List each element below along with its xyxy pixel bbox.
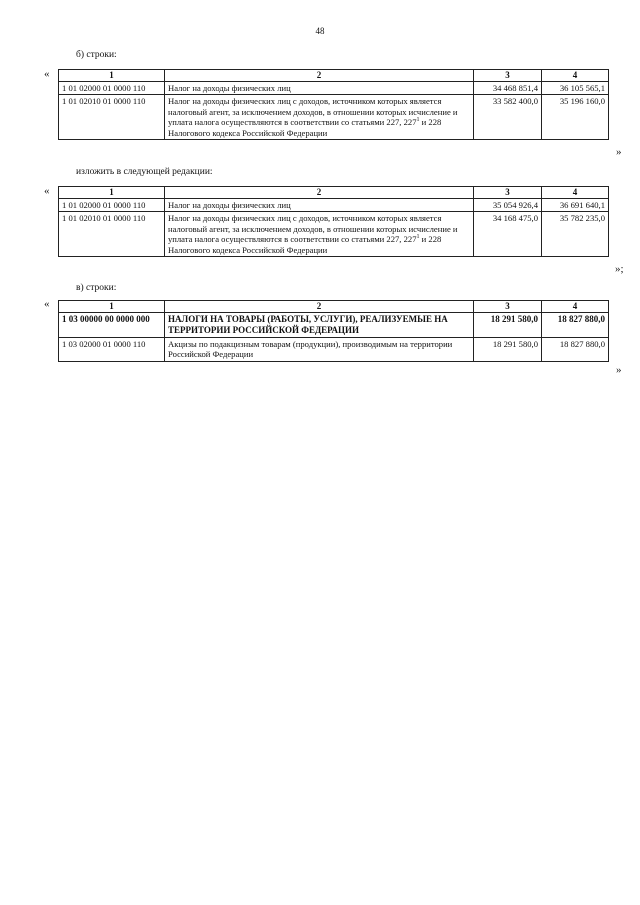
row-name (165, 212, 474, 257)
header-col-2: 2 (165, 187, 474, 199)
row-code: 1 03 02000 01 0000 110 (59, 337, 165, 361)
row-code: 1 01 02010 01 0000 110 (59, 95, 165, 140)
table-row (59, 198, 609, 211)
row-name-text: Налог на доходы физических лиц с доходов, источником которых является налоговый агент, за исключением доходов, в отношении которых исчисление и уплата налога осуществляются в соответствии со статьями 227, 227 (168, 96, 458, 128)
header-col-4: 4 (542, 70, 609, 82)
header-col-4: 4 (542, 187, 609, 199)
section-v-close-quote: » (616, 364, 622, 376)
table-header-row (59, 187, 609, 199)
header-col-1: 1 (59, 301, 165, 313)
row-code: 1 03 00000 00 0000 000 (59, 312, 165, 337)
table-row (59, 212, 609, 257)
row-code: 1 01 02000 01 0000 110 (59, 198, 165, 211)
row-value-4: 36 105 565,1 (542, 81, 609, 94)
row-value-3: 33 582 400,0 (474, 95, 542, 140)
row-value-4: 35 782 235,0 (542, 212, 609, 257)
row-value-3: 34 168 475,0 (474, 212, 542, 257)
header-col-4: 4 (542, 301, 609, 313)
row-name: Налог на доходы физических лиц (165, 198, 474, 211)
row-value-4: 36 691 640,1 (542, 198, 609, 211)
table-row (59, 337, 609, 361)
row-value-4: 18 827 880,0 (542, 337, 609, 361)
section-v-table (58, 300, 609, 362)
row-name: Акцизы по подакцизным товарам (продукции), производимым на территории Российской Федерации (165, 337, 474, 361)
row-name-text-end: и 228 Налогового кодекса Российской Федерации (168, 117, 442, 138)
section-b-label: б) строки: (76, 50, 117, 60)
row-value-3: 18 291 580,0 (474, 312, 542, 337)
row-value-4: 18 827 880,0 (542, 312, 609, 337)
header-col-3: 3 (474, 70, 542, 82)
header-col-3: 3 (474, 187, 542, 199)
row-name-superscript: 1 (416, 117, 420, 124)
table-header-row (59, 301, 609, 313)
section-v-open-quote: « (44, 298, 50, 310)
table-row (59, 81, 609, 94)
section-new-close-quote: »; (615, 263, 624, 275)
section-b-table (58, 69, 609, 140)
row-name-text-end: и 228 Налогового кодекса Российской Федерации (168, 234, 442, 255)
row-code: 1 01 02010 01 0000 110 (59, 212, 165, 257)
row-value-4: 35 196 160,0 (542, 95, 609, 140)
header-col-1: 1 (59, 187, 165, 199)
row-name: НАЛОГИ НА ТОВАРЫ (РАБОТЫ, УСЛУГИ), РЕАЛИЗУЕМЫЕ НА ТЕРРИТОРИИ РОССИЙСКОЙ ФЕДЕРАЦИИ (165, 312, 474, 337)
row-value-3: 34 468 851,4 (474, 81, 542, 94)
header-col-1: 1 (59, 70, 165, 82)
section-new-table (58, 186, 609, 257)
page-number: 48 (315, 26, 325, 36)
header-col-3: 3 (474, 301, 542, 313)
row-code: 1 01 02000 01 0000 110 (59, 81, 165, 94)
table-row (59, 95, 609, 140)
table-header-row (59, 70, 609, 82)
section-b-open-quote: « (44, 68, 50, 80)
row-value-3: 18 291 580,0 (474, 337, 542, 361)
header-col-2: 2 (165, 70, 474, 82)
table-row (59, 312, 609, 337)
row-name-superscript: 1 (416, 234, 420, 241)
row-value-3: 35 054 926,4 (474, 198, 542, 211)
header-col-2: 2 (165, 301, 474, 313)
row-name (165, 95, 474, 140)
section-v-label: в) строки: (76, 283, 117, 293)
row-name-text: Налог на доходы физических лиц с доходов, источником которых является налоговый агент, за исключением доходов, в отношении которых исчисление и уплата налога осуществляются в соответствии со статьями 227, 227 (168, 213, 458, 245)
section-new-open-quote: « (44, 185, 50, 197)
section-new-label: изложить в следующей редакции: (76, 167, 213, 177)
row-name: Налог на доходы физических лиц (165, 81, 474, 94)
section-b-close-quote: » (616, 146, 622, 158)
